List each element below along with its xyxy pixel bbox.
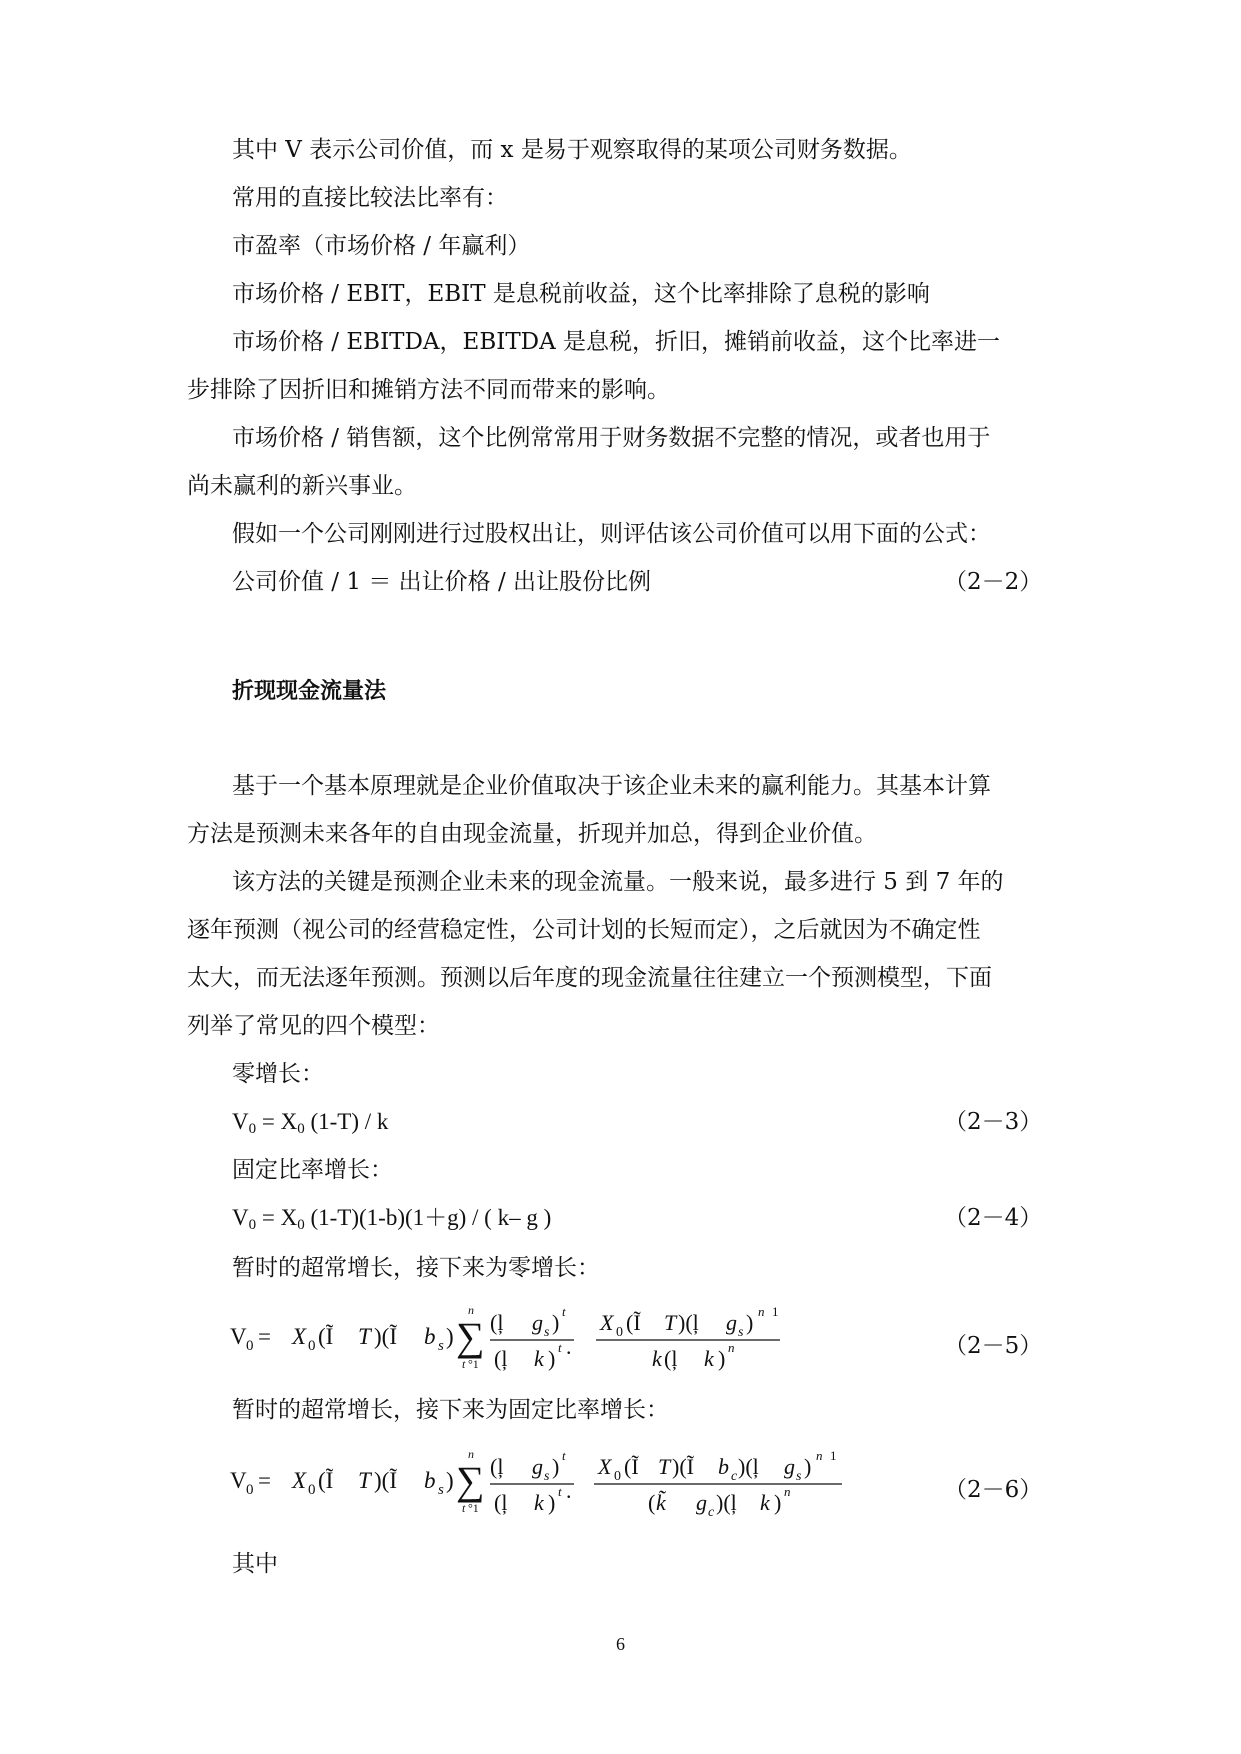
svg-text:X: X xyxy=(292,1468,307,1493)
svg-text:.: . xyxy=(566,1334,572,1359)
text-line: 市场价格 / 销售额，这个比例常常用于财务数据不完整的情况，或者也用于 xyxy=(232,425,991,451)
equation-number: （2－6） xyxy=(944,1477,1043,1503)
text-line: 逐年预测（视公司的经营稳定性，公司计划的长短而定），之后就因为不确定性 xyxy=(187,917,981,943)
equation-number: （2－5） xyxy=(944,1333,1043,1359)
svg-text:)(ļ: )(ļ xyxy=(678,1310,699,1335)
svg-text:g: g xyxy=(726,1310,737,1335)
text-line: 其中 V 表示公司价值，而 x 是易于观察取得的某项公司财务数据。 xyxy=(232,137,912,163)
svg-text:0: 0 xyxy=(308,1338,316,1354)
svg-text:): ) xyxy=(446,1324,454,1349)
svg-text:): ) xyxy=(746,1310,754,1335)
text-line: 市场价格 / EBIT，EBIT 是息税前收益，这个比率排除了息税的影响 xyxy=(232,281,930,307)
svg-text:=: = xyxy=(258,1324,271,1349)
svg-text:g: g xyxy=(784,1454,795,1479)
text-line: 步排除了因折旧和摊销方法不同而带来的影响。 xyxy=(187,377,670,403)
equation-number: （2－2） xyxy=(944,569,1043,595)
svg-text:n: n xyxy=(816,1448,823,1463)
svg-text:k: k xyxy=(704,1346,714,1371)
equation-number: （2－4） xyxy=(944,1205,1043,1231)
svg-text:c: c xyxy=(708,1505,715,1520)
svg-text:k̃: k̃ xyxy=(656,1490,666,1515)
fixed-growth-label: 固定比率增长： xyxy=(232,1157,393,1183)
svg-text:1: 1 xyxy=(772,1304,779,1319)
svg-text:t: t xyxy=(462,1501,466,1515)
svg-text:): ) xyxy=(548,1346,556,1371)
svg-text:=: = xyxy=(258,1468,271,1493)
svg-text:0: 0 xyxy=(614,1469,621,1484)
equation-2-4: $V_0 = X_0$ (1-T)(1-b)(1＋g) / ( k– g ) xyxy=(232,1205,552,1233)
svg-text:°1: °1 xyxy=(468,1501,479,1515)
svg-text:)(ļ: )(ļ xyxy=(738,1454,759,1479)
svg-text:∑: ∑ xyxy=(456,1458,485,1503)
svg-text:s: s xyxy=(796,1469,802,1484)
equation-2-3: $V_0 = X_0$ (1-T) / k xyxy=(232,1109,389,1137)
svg-text:n: n xyxy=(468,1303,474,1317)
svg-text:)(Ĩ: )(Ĩ xyxy=(374,1468,397,1493)
svg-text:t: t xyxy=(462,1357,466,1371)
svg-text:)(Ĩ: )(Ĩ xyxy=(672,1454,694,1479)
svg-text:T: T xyxy=(664,1310,677,1335)
text-line: 假如一个公司刚刚进行过股权出让，则评估该公司价值可以用下面的公式： xyxy=(232,521,991,547)
section-heading: 折现现金流量法 xyxy=(232,679,387,704)
svg-text:b: b xyxy=(718,1454,729,1479)
svg-text:): ) xyxy=(774,1490,782,1515)
svg-text:g: g xyxy=(696,1490,707,1515)
svg-text:X: X xyxy=(600,1310,614,1335)
temporary-growth-label: 暂时的超常增长，接下来为零增长： xyxy=(232,1255,600,1281)
text-line: 太大，而无法逐年预测。预测以后年度的现金流量往往建立一个预测模型，下面 xyxy=(187,965,992,991)
svg-text:T: T xyxy=(658,1454,671,1479)
text-line: 方法是预测未来各年的自由现金流量，折现并加总，得到企业价值。 xyxy=(187,821,877,847)
temporary-fixed-growth-label: 暂时的超常增长，接下来为固定比率增长： xyxy=(232,1397,669,1423)
equation-number: （2－3） xyxy=(944,1109,1043,1135)
svg-text:(ļ: (ļ xyxy=(494,1346,508,1371)
svg-text:b: b xyxy=(424,1324,436,1349)
svg-text:.: . xyxy=(566,1478,572,1503)
text-line: 基于一个基本原理就是企业价值取决于该企业未来的赢利能力。其基本计算 xyxy=(232,773,991,799)
svg-text:t: t xyxy=(562,1448,566,1463)
svg-text:X: X xyxy=(598,1454,612,1479)
svg-text:n: n xyxy=(784,1484,791,1499)
svg-text:t: t xyxy=(558,1340,562,1355)
svg-text:s: s xyxy=(544,1325,550,1340)
svg-text:k: k xyxy=(652,1346,662,1371)
svg-text:0: 0 xyxy=(246,1338,254,1354)
svg-text:(Ĩ: (Ĩ xyxy=(318,1324,334,1349)
svg-text:T: T xyxy=(358,1324,371,1349)
svg-text:n: n xyxy=(728,1340,735,1355)
svg-text:T: T xyxy=(358,1468,371,1493)
svg-text:): ) xyxy=(552,1310,560,1335)
svg-text:(Ĩ: (Ĩ xyxy=(318,1468,334,1493)
svg-text:k: k xyxy=(534,1346,544,1371)
svg-text:°1: °1 xyxy=(468,1357,479,1371)
svg-text:V: V xyxy=(230,1468,247,1493)
svg-text:): ) xyxy=(548,1490,556,1515)
svg-text:): ) xyxy=(718,1346,726,1371)
svg-text:(Ĩ: (Ĩ xyxy=(624,1454,639,1479)
text-line: 列举了常见的四个模型： xyxy=(187,1013,440,1039)
svg-text:k: k xyxy=(534,1490,544,1515)
svg-text:k: k xyxy=(760,1490,770,1515)
svg-text:X: X xyxy=(292,1324,307,1349)
text-line: 该方法的关键是预测企业未来的现金流量。一般来说，最多进行 5 到 7 年的 xyxy=(232,869,1004,895)
svg-text:)(ļ: )(ļ xyxy=(716,1490,737,1515)
svg-text:(ļ: (ļ xyxy=(494,1490,508,1515)
text-line: 市场价格 / EBITDA，EBITDA 是息税，折旧，摊销前收益，这个比率进一 xyxy=(232,329,1001,355)
svg-text:)(Ĩ: )(Ĩ xyxy=(374,1324,397,1349)
zero-growth-label: 零增长： xyxy=(232,1061,324,1087)
svg-text:s: s xyxy=(544,1469,550,1484)
svg-text:): ) xyxy=(552,1454,560,1479)
svg-text:∑: ∑ xyxy=(456,1314,485,1359)
svg-text:): ) xyxy=(446,1468,454,1493)
svg-text:(Ĩ: (Ĩ xyxy=(626,1310,641,1335)
text-line: 尚未赢利的新兴事业。 xyxy=(187,473,417,499)
svg-text:0: 0 xyxy=(616,1325,623,1340)
svg-text:(ļ: (ļ xyxy=(490,1454,504,1479)
svg-text:t: t xyxy=(562,1304,566,1319)
svg-text:b: b xyxy=(424,1468,436,1493)
svg-text:(ļ: (ļ xyxy=(490,1310,504,1335)
svg-text:g: g xyxy=(532,1310,543,1335)
svg-text:1: 1 xyxy=(830,1448,837,1463)
equation-2-2: 公司价值 / 1 ＝ 出让价格 / 出让股份比例 xyxy=(232,569,651,595)
svg-text:(: ( xyxy=(648,1490,656,1515)
svg-text:V: V xyxy=(230,1324,247,1349)
svg-text:(ļ: (ļ xyxy=(664,1346,678,1371)
svg-text:t: t xyxy=(558,1484,562,1499)
svg-text:s: s xyxy=(438,1338,444,1354)
svg-text:n: n xyxy=(758,1304,765,1319)
svg-text:g: g xyxy=(532,1454,543,1479)
text-line: 常用的直接比较法比率有： xyxy=(232,185,508,211)
text-line: 市盈率（市场价格 / 年赢利） xyxy=(232,233,531,259)
svg-text:c: c xyxy=(731,1469,738,1484)
svg-text:s: s xyxy=(438,1482,444,1498)
equation-2-5 xyxy=(228,1292,828,1376)
page-number: 6 xyxy=(616,1634,625,1654)
svg-text:): ) xyxy=(804,1454,812,1479)
equation-2-6 xyxy=(228,1436,868,1520)
svg-text:n: n xyxy=(468,1447,474,1461)
svg-text:0: 0 xyxy=(246,1482,254,1498)
svg-text:s: s xyxy=(738,1325,744,1340)
where-label: 其中 xyxy=(232,1551,278,1577)
svg-text:0: 0 xyxy=(308,1482,316,1498)
